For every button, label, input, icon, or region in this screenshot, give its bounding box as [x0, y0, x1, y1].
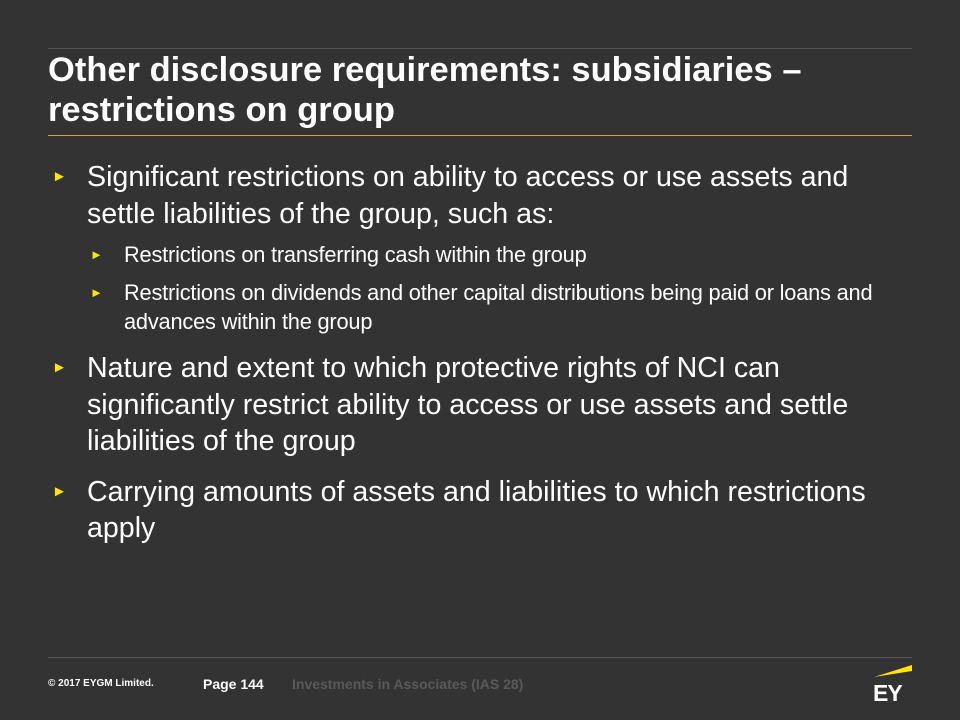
ey-logo-icon: [870, 660, 916, 706]
bullet-item: [48, 159, 912, 336]
bullet-item: [48, 474, 912, 547]
copyright-notice: © 2017 EYGM Limited.: [48, 678, 154, 689]
subbullet-item: [87, 240, 912, 269]
bullet-text: Significant restrictions on ability to access or use assets and settle liabilities of the group, such as:: [87, 161, 849, 230]
right-pointer-icon: ►: [90, 285, 103, 300]
page-number: Page 144: [203, 676, 264, 692]
bullet-item: [48, 350, 912, 460]
subbullet-text: Restrictions on transferring cash within the group: [124, 242, 587, 267]
ey-logo-beam: [874, 665, 912, 677]
right-pointer-icon: ►: [52, 168, 67, 185]
right-pointer-icon: ►: [52, 482, 67, 500]
deck-title: Investments in Associates (IAS 28): [292, 676, 524, 692]
top-divider: [48, 48, 912, 49]
slide-body: [48, 159, 912, 561]
right-pointer-icon: ►: [52, 359, 67, 376]
bullet-text: Carrying amounts of assets and liabilities to which restrictions apply: [87, 475, 866, 544]
footer-divider: [48, 657, 912, 658]
slide-title: Other disclosure requirements: subsidiaries – restrictions on group: [48, 51, 802, 129]
bullet-text: Nature and extent to which protective rights of NCI can significantly restrict ability to access or use assets and settle liabilities of the group: [87, 352, 849, 457]
subbullet-item: [87, 278, 912, 336]
subbullet-list: [87, 240, 912, 336]
subbullet-text: Restrictions on dividends and other capital distributions being paid or loans and advances within the group: [124, 280, 873, 334]
ey-logo-text: EY: [873, 680, 902, 706]
title-underline: [48, 135, 912, 136]
right-pointer-icon: ►: [90, 247, 103, 262]
